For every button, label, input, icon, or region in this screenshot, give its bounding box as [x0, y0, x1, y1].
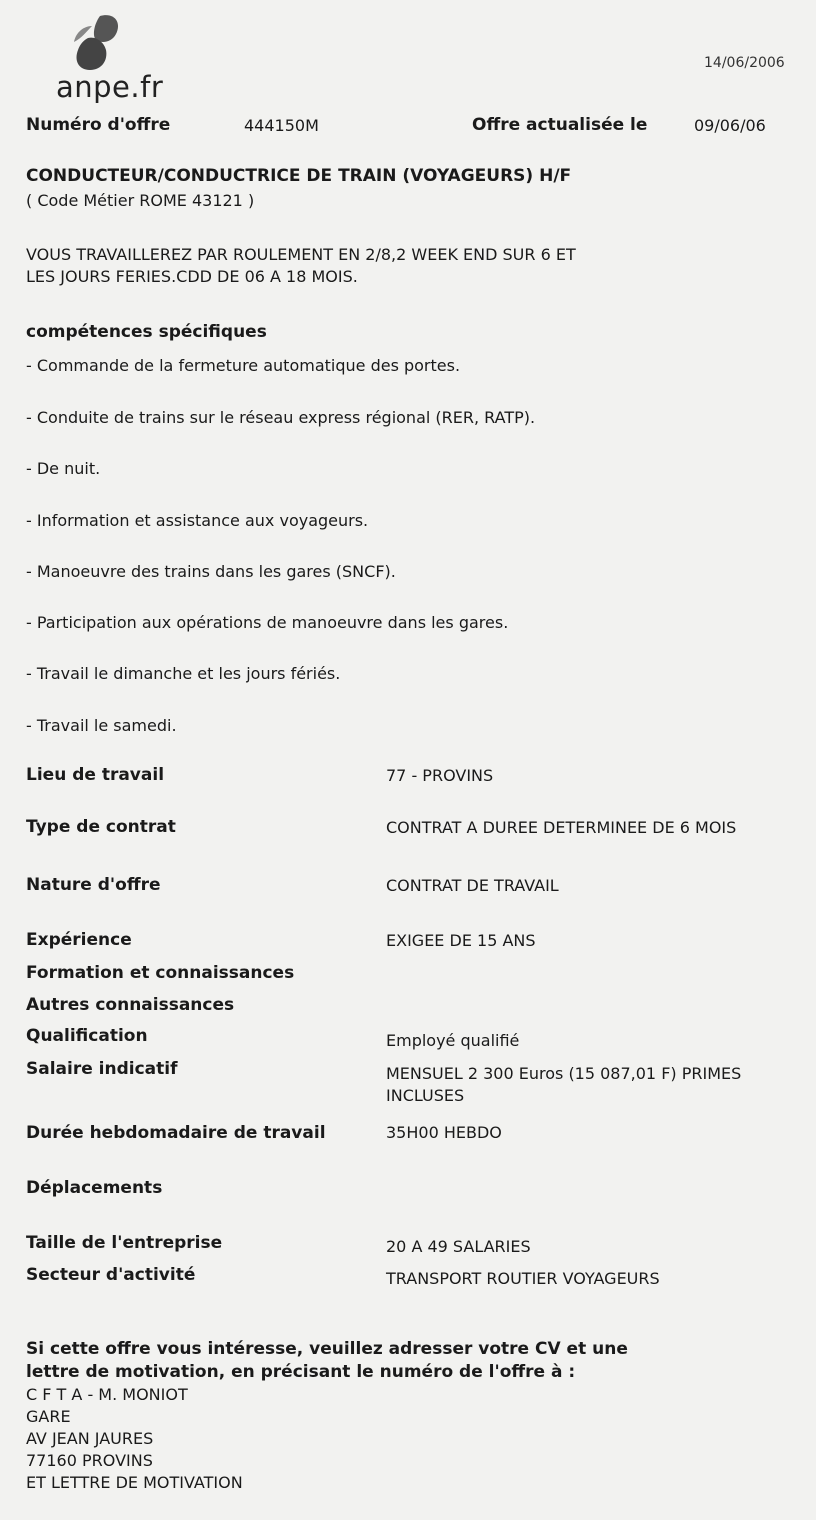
skill-item: - Manoeuvre des trains dans les gares (SNCF).	[26, 562, 396, 581]
print-date: 14/06/2006	[704, 55, 785, 71]
detail-value-qualification: Employé qualifié	[386, 1031, 520, 1050]
detail-label-deplacements: Déplacements	[26, 1178, 163, 1198]
detail-label-duree: Durée hebdomadaire de travail	[26, 1123, 326, 1143]
job-description	[26, 244, 786, 288]
description-line: VOUS TRAVAILLEREZ PAR ROULEMENT EN 2/8,2 WEEK END SUR 6 ET	[26, 245, 576, 264]
detail-label-contrat: Type de contrat	[26, 817, 176, 837]
updated-date: 09/06/06	[694, 116, 766, 135]
skills-heading: compétences spécifiques	[26, 322, 267, 342]
skill-item: - Conduite de trains sur le réseau express régional (RER, RATP).	[26, 408, 536, 427]
contact-address-line: 77160 PROVINS	[26, 1451, 153, 1470]
contact-address-line: GARE	[26, 1407, 71, 1426]
description-line: LES JOURS FERIES.CDD DE 06 A 18 MOIS.	[26, 267, 358, 286]
detail-value-lieu: 77 - PROVINS	[386, 766, 494, 785]
detail-value-taille: 20 A 49 SALARIES	[386, 1237, 531, 1256]
contact-address-line: AV JEAN JAURES	[26, 1429, 154, 1448]
updated-label: Offre actualisée le	[472, 115, 648, 135]
detail-value-secteur: TRANSPORT ROUTIER VOYAGEURS	[386, 1269, 660, 1288]
detail-label-secteur: Secteur d'activité	[26, 1265, 196, 1285]
logo-text: anpe.fr	[56, 70, 164, 104]
skill-item: - Information et assistance aux voyageurs.	[26, 511, 369, 530]
detail-value-contrat: CONTRAT A DUREE DETERMINEE DE 6 MOIS	[386, 818, 737, 837]
skill-item: - Commande de la fermeture automatique des portes.	[26, 356, 461, 375]
detail-label-formation: Formation et connaissances	[26, 963, 295, 983]
detail-label-lieu: Lieu de travail	[26, 765, 165, 785]
offer-number-label: Numéro d'offre	[26, 115, 171, 135]
offer-number: 444150M	[244, 116, 319, 135]
detail-label-salaire: Salaire indicatif	[26, 1059, 178, 1079]
contact-address-line: ET LETTRE DE MOTIVATION	[26, 1473, 243, 1492]
skill-item: - Travail le samedi.	[26, 716, 177, 735]
job-title: CONDUCTEUR/CONDUCTRICE DE TRAIN (VOYAGEURS) H/F	[26, 166, 572, 186]
detail-label-autres: Autres connaissances	[26, 995, 235, 1015]
contact-intro-line: Si cette offre vous intéresse, veuillez adresser votre CV et une	[26, 1339, 628, 1359]
anpe-logo-icon	[66, 12, 130, 74]
detail-value-duree: 35H00 HEBDO	[386, 1123, 502, 1142]
detail-label-taille: Taille de l'entreprise	[26, 1233, 223, 1253]
detail-label-nature: Nature d'offre	[26, 875, 161, 895]
rome-code: ( Code Métier ROME 43121 )	[26, 191, 255, 210]
detail-value-nature: CONTRAT DE TRAVAIL	[386, 876, 559, 895]
contact-address-line: C F T A - M. MONIOT	[26, 1385, 188, 1404]
detail-value-experience: EXIGEE DE 15 ANS	[386, 931, 536, 950]
detail-label-experience: Expérience	[26, 930, 132, 950]
skill-item: - Participation aux opérations de manoeuvre dans les gares.	[26, 613, 509, 632]
contact-block	[26, 1338, 806, 1494]
contact-intro-line: lettre de motivation, en précisant le numéro de l'offre à :	[26, 1362, 576, 1382]
skill-item: - De nuit.	[26, 459, 101, 478]
detail-label-qualification: Qualification	[26, 1026, 148, 1046]
skill-item: - Travail le dimanche et les jours fériés.	[26, 664, 341, 683]
detail-value-salaire: MENSUEL 2 300 Euros (15 087,01 F) PRIMES INCLUSES	[386, 1064, 742, 1105]
